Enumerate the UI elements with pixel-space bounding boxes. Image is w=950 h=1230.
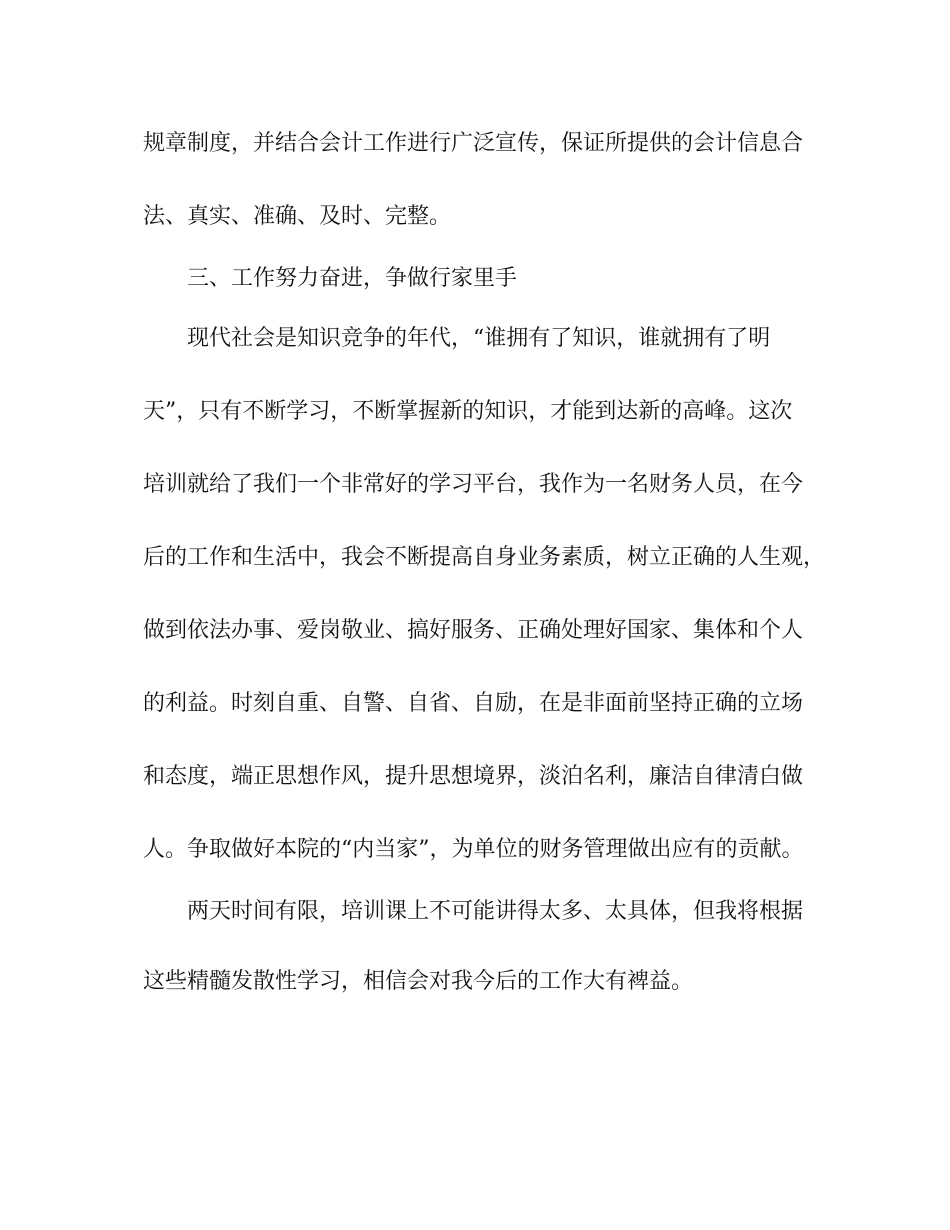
body-text-line: 现代社会是知识竞争的年代，“谁拥有了知识，谁就拥有了明	[187, 326, 771, 351]
body-text-line: 后的工作和生活中，我会不断提高自身业务素质，树立正确的人生观，	[143, 545, 826, 570]
body-text-line: 规章制度，并结合会计工作进行广泛宣传，保证所提供的会计信息合	[143, 131, 804, 156]
body-text-line: 培训就给了我们一个非常好的学习平台，我作为一名财务人员，在今	[143, 472, 804, 497]
body-text-line: 人。争取做好本院的“内当家”，为单位的财务管理做出应有的贡献。	[143, 837, 804, 862]
body-text-line: 天”，只有不断学习，不断掌握新的知识，才能到达新的高峰。这次	[143, 399, 793, 424]
body-text-line: 两天时间有限，培训课上不可能讲得太多、太具体，但我将根据	[187, 899, 804, 924]
body-text-line: 法、真实、准确、及时、完整。	[143, 204, 452, 229]
body-text-line: 这些精髓发散性学习，相信会对我今后的工作大有裨益。	[143, 969, 694, 994]
body-text-line: 的利益。时刻自重、自警、自省、自励，在是非面前坚持正确的立场	[143, 691, 804, 716]
body-text-line: 和态度，端正思想作风，提升思想境界，淡泊名利，廉洁自律清白做	[143, 764, 804, 789]
body-text-line: 做到依法办事、爱岗敬业、搞好服务、正确处理好国家、集体和个人	[143, 618, 804, 643]
section-heading: 三、工作努力奋进，争做行家里手	[187, 266, 518, 291]
